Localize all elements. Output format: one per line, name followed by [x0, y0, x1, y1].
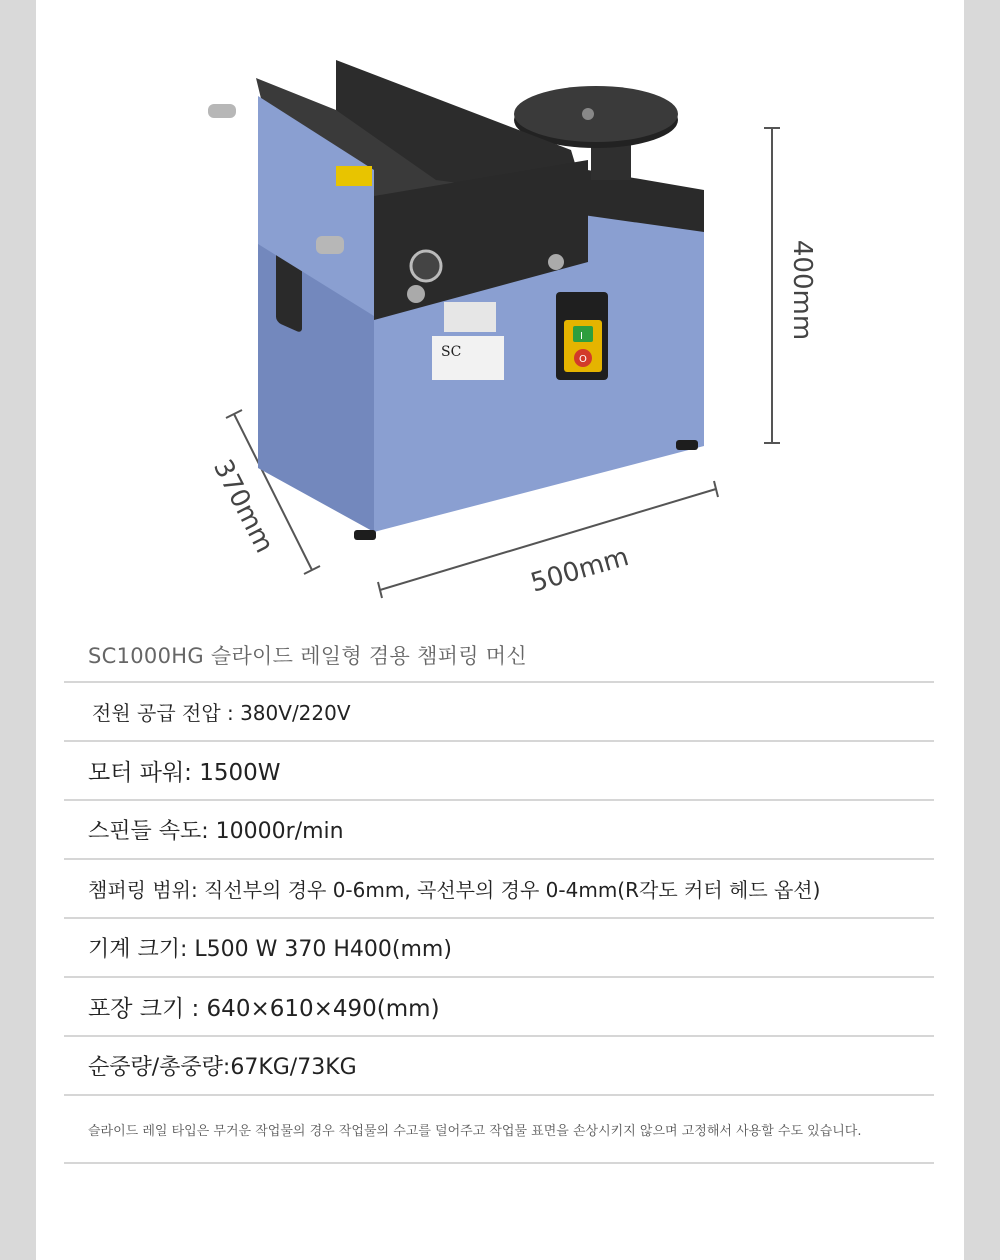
product-title: SC1000HG 슬라이드 레일형 겸용 챔퍼링 머신 — [88, 644, 527, 668]
spec-spindle-speed: 스핀들 속도: 10000r/min — [64, 801, 934, 860]
width-label: 500mm — [527, 542, 633, 599]
spec-power-supply: 전원 공급 전압 : 380V/220V — [64, 683, 934, 742]
start-switch-label: I — [580, 331, 583, 342]
depth-label: 370mm — [206, 454, 280, 558]
plate-brand: SC — [441, 344, 462, 360]
spec-motor-power: 모터 파워: 1500W — [64, 742, 934, 801]
spec-machine-size: 기계 크기: L500 W 370 H400(mm) — [64, 919, 934, 978]
chamfering-machine — [208, 60, 704, 540]
product-image — [36, 0, 964, 620]
spec-table — [64, 681, 934, 1164]
product-page — [36, 0, 964, 1260]
product-note: 슬라이드 레일 타입은 무거운 작업물의 경우 작업물의 수고를 덜어주고 작업물 표면을 손상시키지 않으며 고정해서 사용할 수도 있습니다. — [64, 1096, 934, 1164]
spec-weight: 순중량/총중량:67KG/73KG — [64, 1037, 934, 1096]
height-label: 400mm — [787, 239, 817, 341]
stop-switch-label: O — [579, 354, 587, 365]
spec-package-size: 포장 크기 : 640×610×490(mm) — [64, 978, 934, 1037]
spec-chamfer-range: 챔퍼링 범위: 직선부의 경우 0-6mm, 곡선부의 경우 0-4mm(R각도 커터 헤드 옵션) — [64, 860, 934, 919]
height-dimension — [764, 128, 780, 443]
